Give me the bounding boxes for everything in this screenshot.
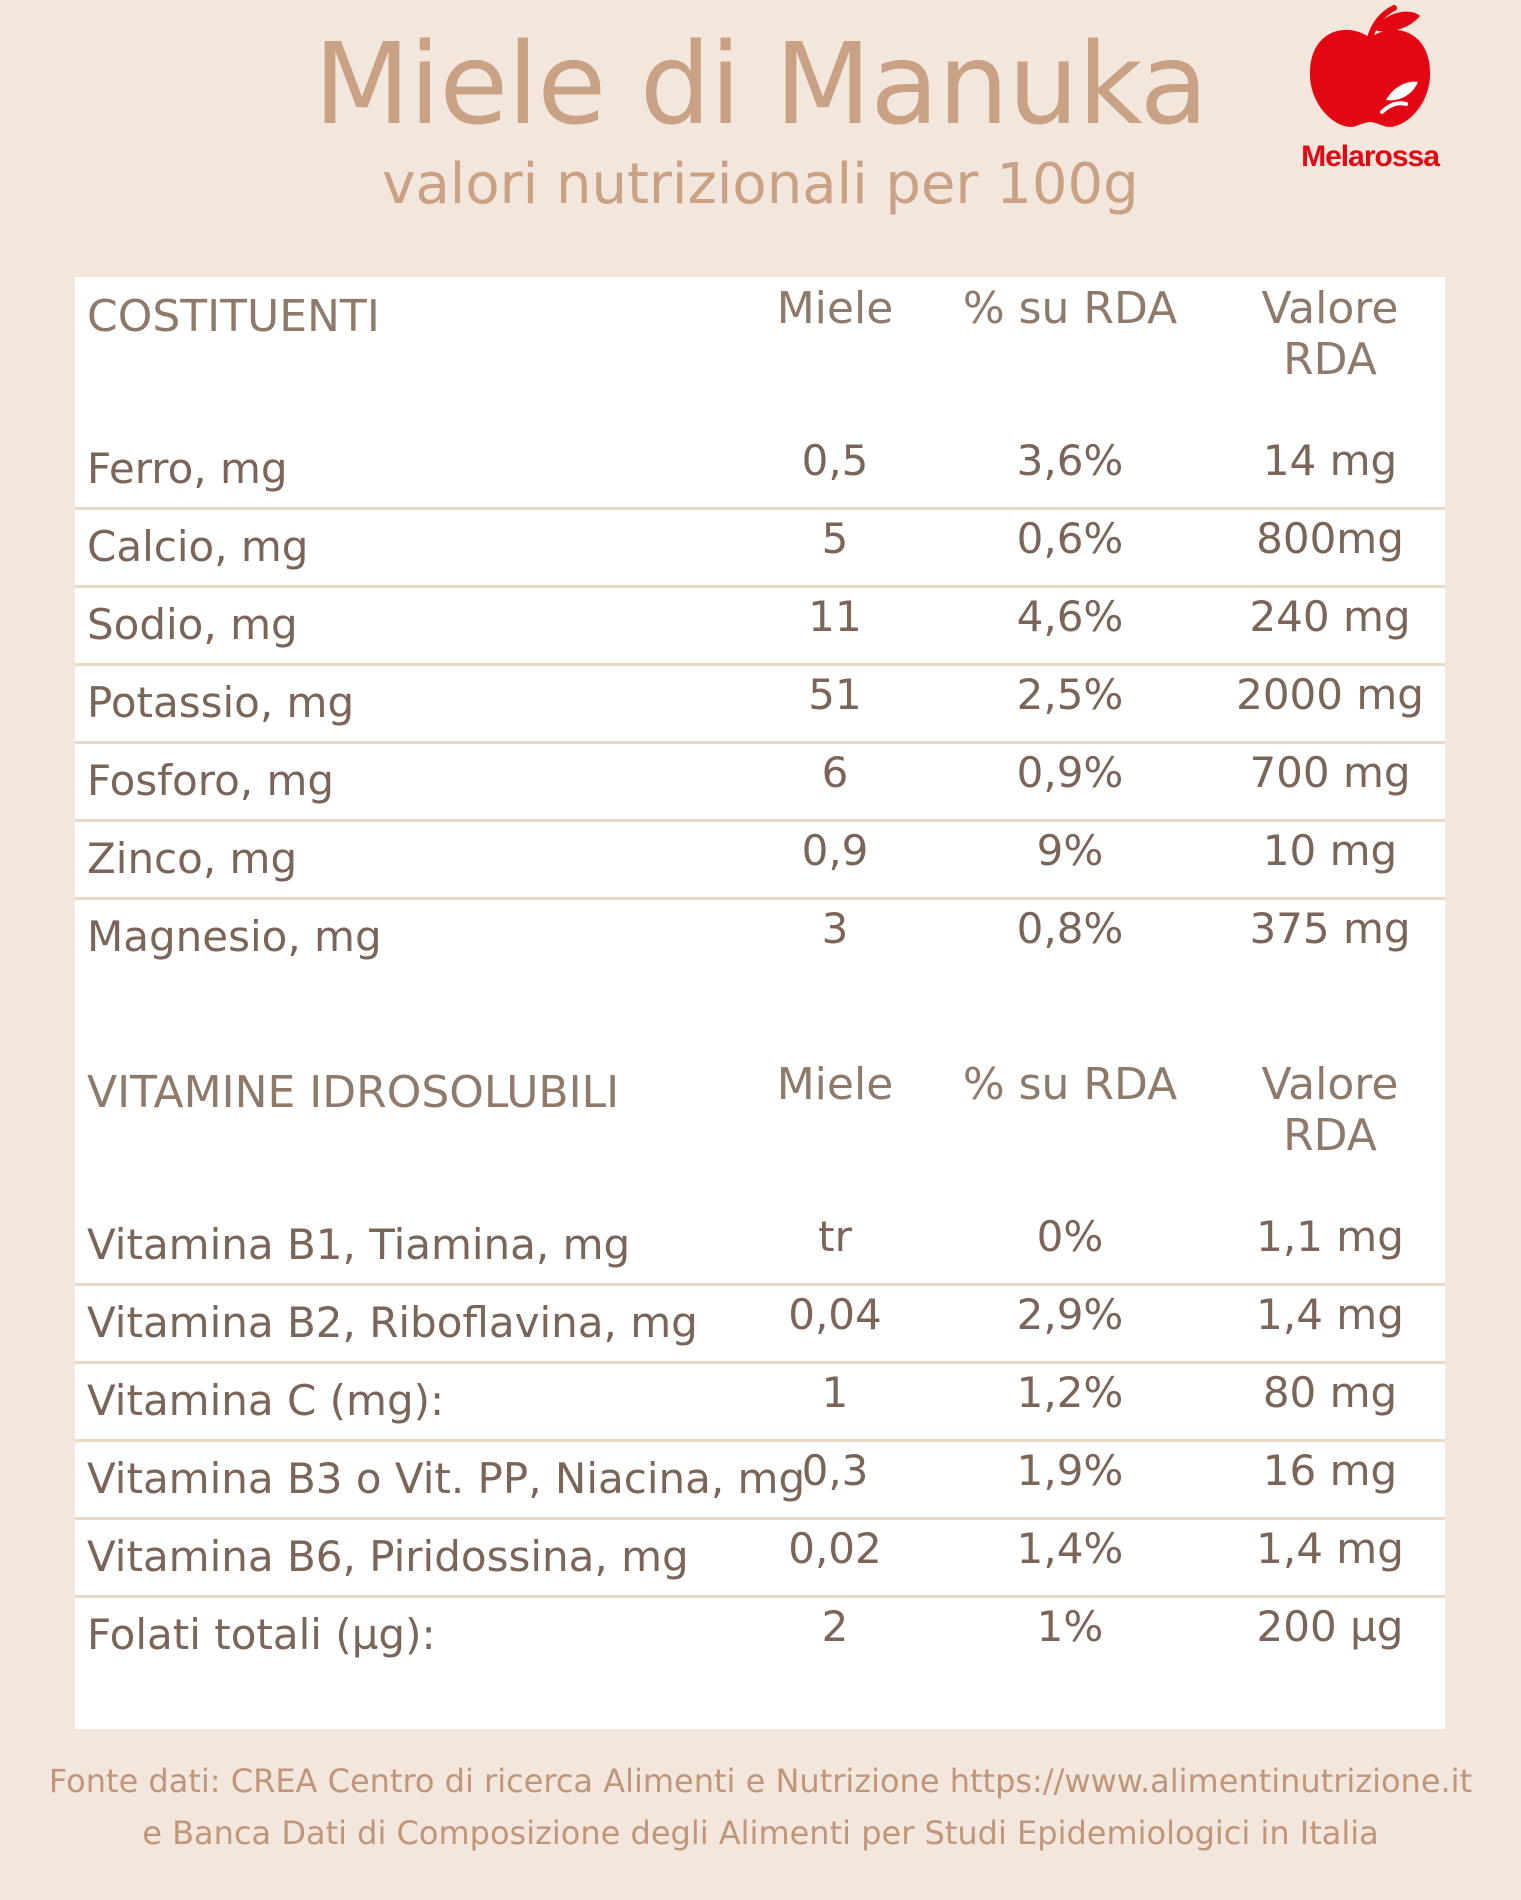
vitamins-header-miele: Miele <box>776 1059 894 1110</box>
miele-value: tr <box>818 1212 852 1261</box>
table-row <box>75 1208 1445 1286</box>
vitamins-header-rda-percent: % su RDA <box>962 1059 1178 1110</box>
nutrient-name: Potassio, mg <box>87 678 355 727</box>
rda-percent: 4,6% <box>1016 592 1124 641</box>
minerals-header-row <box>75 277 1445 385</box>
miele-value: 1 <box>821 1368 849 1417</box>
miele-value: 6 <box>821 748 849 797</box>
source-line-2: e Banca Dati di Composizione degli Alimenti per Studi Epidemiologici in Italia <box>142 1814 1379 1852</box>
apple-icon <box>1290 0 1450 140</box>
rda-value: 800mg <box>1256 514 1404 563</box>
nutrient-name: Vitamina C (mg): <box>87 1376 445 1425</box>
vitamins-header-name: VITAMINE IDROSOLUBILI <box>87 1067 620 1118</box>
rda-value: 375 mg <box>1249 904 1411 953</box>
table-row <box>75 1286 1445 1364</box>
nutrition-table <box>75 277 1445 1729</box>
rda-percent: 9% <box>1036 826 1104 875</box>
nutrient-name: Vitamina B2, Riboflavina, mg <box>87 1298 698 1347</box>
miele-value: 3 <box>821 904 849 953</box>
minerals-header-name: COSTITUENTI <box>87 291 380 342</box>
table-row <box>75 822 1445 900</box>
rda-value: 700 mg <box>1249 748 1411 797</box>
table-row <box>75 432 1445 510</box>
nutrient-name: Ferro, mg <box>87 444 288 493</box>
minerals-header-rda-value: Valore RDA <box>1261 283 1399 385</box>
nutrient-name: Folati totali (µg): <box>87 1610 436 1659</box>
source-footer <box>0 1755 1521 1859</box>
rda-value: 1,4 mg <box>1256 1290 1404 1339</box>
miele-value: 11 <box>808 592 862 641</box>
rda-percent: 0,6% <box>1016 514 1124 563</box>
table-row <box>75 1364 1445 1442</box>
rda-percent: 1,9% <box>1016 1446 1124 1495</box>
nutrient-name: Zinco, mg <box>87 834 298 883</box>
rda-percent: 2,9% <box>1016 1290 1124 1339</box>
rda-value: 10 mg <box>1262 826 1398 875</box>
rda-value: 2000 mg <box>1236 670 1424 719</box>
rda-value: 240 mg <box>1249 592 1411 641</box>
miele-value: 0,9 <box>801 826 869 875</box>
rda-percent: 2,5% <box>1016 670 1124 719</box>
rda-percent: 1,2% <box>1016 1368 1124 1417</box>
table-row <box>75 1520 1445 1598</box>
rda-percent: 0% <box>1036 1212 1104 1261</box>
minerals-header-miele: Miele <box>776 283 894 334</box>
miele-value: 2 <box>821 1602 849 1651</box>
vitamins-header-row <box>75 1053 1445 1161</box>
minerals-header-rda-percent: % su RDA <box>962 283 1178 334</box>
rda-value: 80 mg <box>1262 1368 1398 1417</box>
logo-text: Melarossa <box>1301 140 1439 173</box>
nutrient-name: Vitamina B3 o Vit. PP, Niacina, mg <box>87 1454 806 1503</box>
miele-value: 0,5 <box>801 436 869 485</box>
rda-value: 200 µg <box>1256 1602 1404 1651</box>
table-row <box>75 744 1445 822</box>
rda-value: 14 mg <box>1262 436 1398 485</box>
vitamins-header-rda-value: Valore RDA <box>1261 1059 1399 1161</box>
nutrient-name: Calcio, mg <box>87 522 309 571</box>
rda-percent: 1,4% <box>1016 1524 1124 1573</box>
table-row <box>75 666 1445 744</box>
rda-value: 1,1 mg <box>1256 1212 1404 1261</box>
miele-value: 5 <box>821 514 849 563</box>
table-row <box>75 588 1445 666</box>
rda-percent: 0,8% <box>1016 904 1124 953</box>
nutrient-name: Magnesio, mg <box>87 912 382 961</box>
nutrient-name: Fosforo, mg <box>87 756 335 805</box>
source-line-1: Fonte dati: CREA Centro di ricerca Alimenti e Nutrizione https://www.alimentinutrizione.it <box>48 1762 1473 1800</box>
rda-percent: 0,9% <box>1016 748 1124 797</box>
rda-value: 16 mg <box>1262 1446 1398 1495</box>
miele-value: 0,3 <box>801 1446 869 1495</box>
table-row <box>75 900 1445 975</box>
miele-value: 51 <box>808 670 862 719</box>
table-row <box>75 1598 1445 1673</box>
miele-value: 0,02 <box>788 1524 882 1573</box>
rda-value: 1,4 mg <box>1256 1524 1404 1573</box>
miele-value: 0,04 <box>788 1290 882 1339</box>
table-row <box>75 1442 1445 1520</box>
nutrient-name: Vitamina B1, Tiamina, mg <box>87 1220 631 1269</box>
page-title: Miele di Manuka <box>313 20 1208 150</box>
nutrient-name: Vitamina B6, Piridossina, mg <box>87 1532 689 1581</box>
melarossa-logo[interactable] <box>1290 0 1450 180</box>
rda-percent: 3,6% <box>1016 436 1124 485</box>
page-subtitle: valori nutrizionali per 100g <box>382 152 1139 217</box>
table-row <box>75 510 1445 588</box>
rda-percent: 1% <box>1036 1602 1104 1651</box>
nutrient-name: Sodio, mg <box>87 600 298 649</box>
